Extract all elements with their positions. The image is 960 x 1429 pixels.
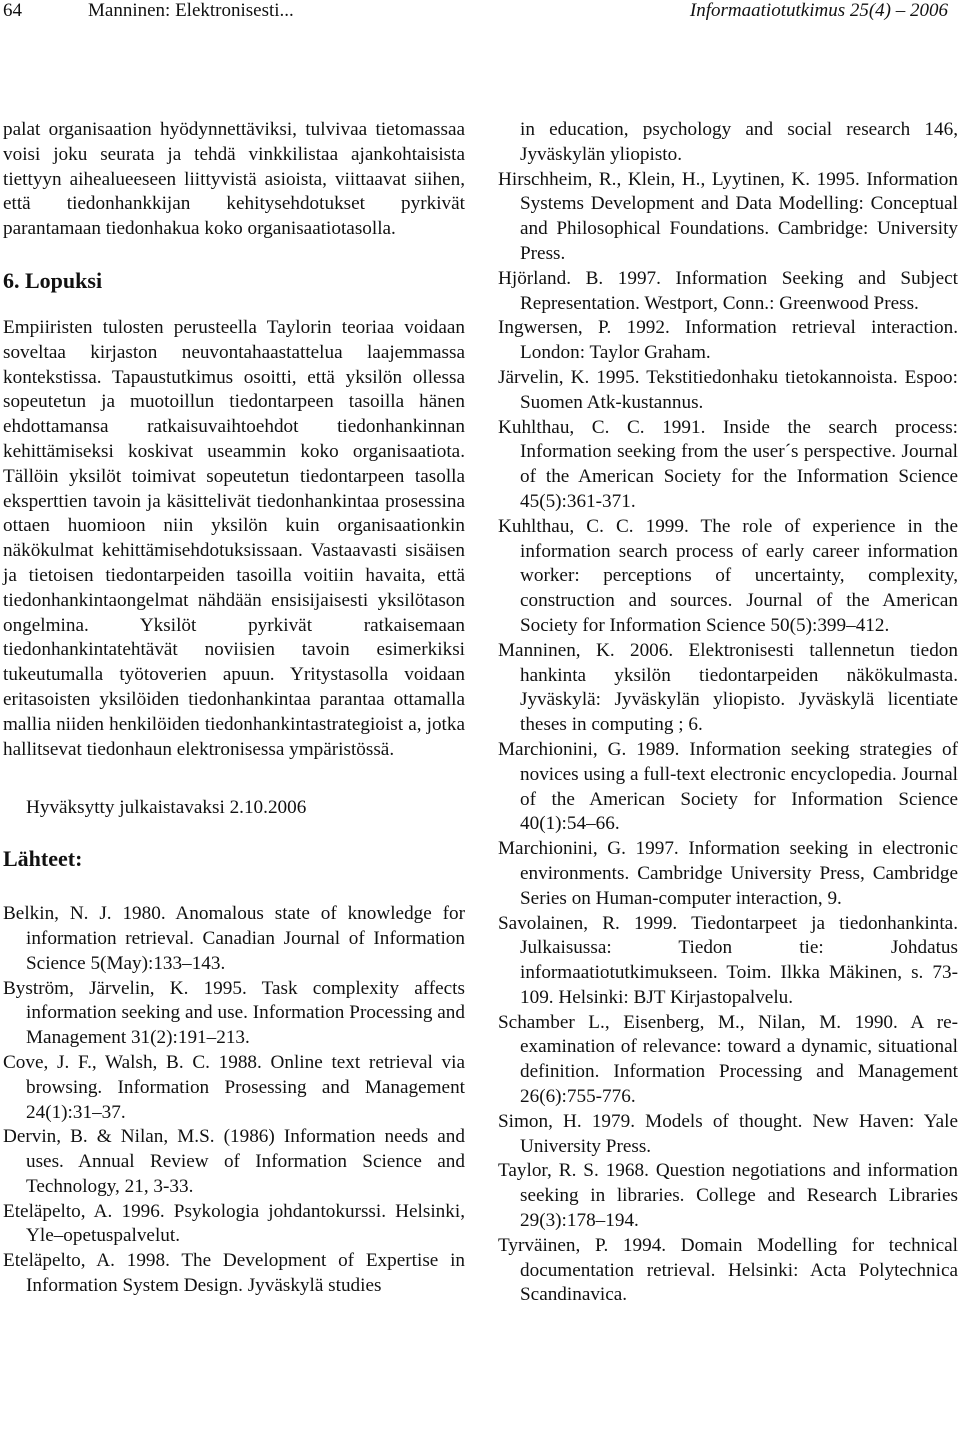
reference-entry: Tyrväinen, P. 1994. Domain Modelling for technical documentation retrieval. Helsinki: Acta Polytechnica Scandinavica. [498, 1234, 958, 1306]
section-heading: 6. Lopuksi [3, 267, 103, 293]
reference-entry: Taylor, R. S. 1968. Question negotiations and information seeking in libraries. College and Research Libraries 29(3):178–194. [498, 1160, 958, 1232]
reference-entry: Ingwersen, P. 1992. Information retrieval interaction. London: Taylor Graham. [498, 317, 958, 364]
reference-entry: Järvelin, K. 1995. Tekstitiedonhaku tietokannoista. Espoo: Suomen Atk-kustannus. [498, 366, 958, 413]
left-column [3, 118, 465, 1299]
reference-entry: Kuhlthau, C. C. 1991. Inside the search process: Information seeking from the user´s perspective. Journal of the American Society for the Information Science 45(5):361-371. [498, 416, 958, 512]
reference-continuation: in education, psychology and social research 146, Jyväskylän yliopisto. [520, 119, 958, 165]
reference-entry: Savolainen, R. 1999. Tiedontarpeet ja tiedonhankinta. Julkaisussa: Tiedon tie: Johdatus informaatiotutkimukseen. Toim. Ilkka Mäkinen, s. 73-109. Helsinki: BJT Kirjastopalvelu. [498, 912, 958, 1008]
right-column [498, 118, 958, 1308]
references-heading: Lähteet: [3, 846, 83, 872]
page-number: 64 [3, 0, 22, 21]
body-paragraph: Empiiristen tulosten perusteella Taylorin teoriaa voidaan soveltaa kirjaston neuvontahaastattelua laajemmassa kontekstissa. Tapaustutkimus osoitti, että yksilön ollessa sopeutetun ja muotoillun tiedontarpeen tasoilla hänen ehdottamansa ratkaisuvaihtoehdot tiedonhankinnan kehittämiseksi koskivat useammin koko organisaatiota. Tällöin yksilöt toimivat sopeutetun tiedontarpeen tasolla eksperttien tavoin ja käsittelivät tiedonhankintaa prosessina ottaen huomioon niin yksilön kuin organisaationkin näkökulmat kehittämisehdotuksissaan. Vastaavasti sisäisen ja tietoisen tiedontarpeiden tasoilla voitiin havaita, että tiedonhankintaongelmat nähdään ensisijaisesti yksilötason ongelmina. Yksilöt pyrkivät ratkaisemaan tiedonhankintatehtävät noviisien tavoin esimerkiksi tukeutumalla työtoverien apuun. Yritystasolla voidaan eritasoisten yksilöiden tiedonhankintaa parantaa ottamalla mallia niiden henkilöiden tiedonhankintastrategioist a, jotka hallitsevat tiedonhaun elektronisessa ympäristössä. [3, 316, 465, 760]
reference-entry: Kuhlthau, C. C. 1999. The role of experience in the information search process of early career information worker: perceptions of uncertainty, complexity, construction and sources. Journal of the American Society for Information Science 50(5):399–412. [498, 515, 958, 636]
reference-entry: Eteläpelto, A. 1998. The Development of Expertise in Information System Design. Jyväskylä studies [3, 1250, 465, 1297]
intro-paragraph: palat organisaation hyödynnettäviksi, tulvivaa tietomassaa voisi joku seurata ja tehdä vinkkilistaa ajankohtaisista tiettyyn aihealueeseen liittyvistä asioista, viittaavat siihen, että tiedonhankkijan kehitysehdotukset pyrkivät parantamaan tiedonhakua koko organisaatiotasolla. [3, 119, 465, 240]
reference-entry: Simon, H. 1979. Models of thought. New Haven: Yale University Press. [498, 1110, 958, 1157]
running-title-left: Manninen: Elektronisesti... [88, 0, 294, 21]
reference-entry: Cove, J. F., Walsh, B. C. 1988. Online text retrieval via browsing. Information Prosessing and Management 24(1):31–37. [3, 1051, 465, 1123]
reference-entry: Schamber L., Eisenberg, M., Nilan, M. 1990. A re-examination of relevance: toward a dynamic, situational definition. Information Processing and Management 26(6):755-776. [498, 1011, 958, 1108]
reference-entry: Hirschheim, R., Klein, H., Lyytinen, K. 1995. Information Systems Development and Data Modelling: Conceptual and Philosophical Foundations. Cambridge: University Press. [498, 168, 958, 264]
reference-entry: Marchionini, G. 1989. Information seeking strategies of novices using a full-text electronic encyclopedia. Journal of the American Society for Information Science 40(1):54–66. [498, 738, 958, 835]
accepted-note: Hyväksytty julkaistavaksi 2.10.2006 [26, 797, 307, 819]
page-header [0, 0, 960, 24]
reference-entry: Dervin, B. & Nilan, M.S. (1986) Information needs and uses. Annual Review of Information Science and Technology, 21, 3-33. [3, 1126, 465, 1197]
reference-entry: Manninen, K. 2006. Elektronisesti tallennetun tiedon hankinta yksilön tiedontarpeiden näkökulmasta. Jyväskylä: Jyväskylän yliopisto. Jyväskylä licentiate theses in computing ; 6. [498, 639, 958, 736]
reference-entry: Marchionini, G. 1997. Information seeking in electronic environments. Cambridge University Press, Cambridge Series on Human-computer interaction, 9. [498, 838, 958, 909]
reference-entry: Belkin, N. J. 1980. Anomalous state of knowledge for information retrieval. Canadian Journal of Information Science 5(May):133–143. [3, 903, 465, 974]
reference-entry: Hjörland. B. 1997. Information Seeking and Subject Representation. Westport, Conn.: Greenwood Press. [498, 267, 958, 314]
running-title-right: Informaatiotutkimus 25(4) – 2006 [689, 0, 948, 21]
reference-entry: Byström, Järvelin, K. 1995. Task complexity affects information seeking and use. Information Processing and Management 31(2):191–213. [3, 977, 465, 1049]
reference-entry: Eteläpelto, A. 1996. Psykologia johdantokurssi. Helsinki, Yle–opetuspalvelut. [3, 1200, 465, 1247]
